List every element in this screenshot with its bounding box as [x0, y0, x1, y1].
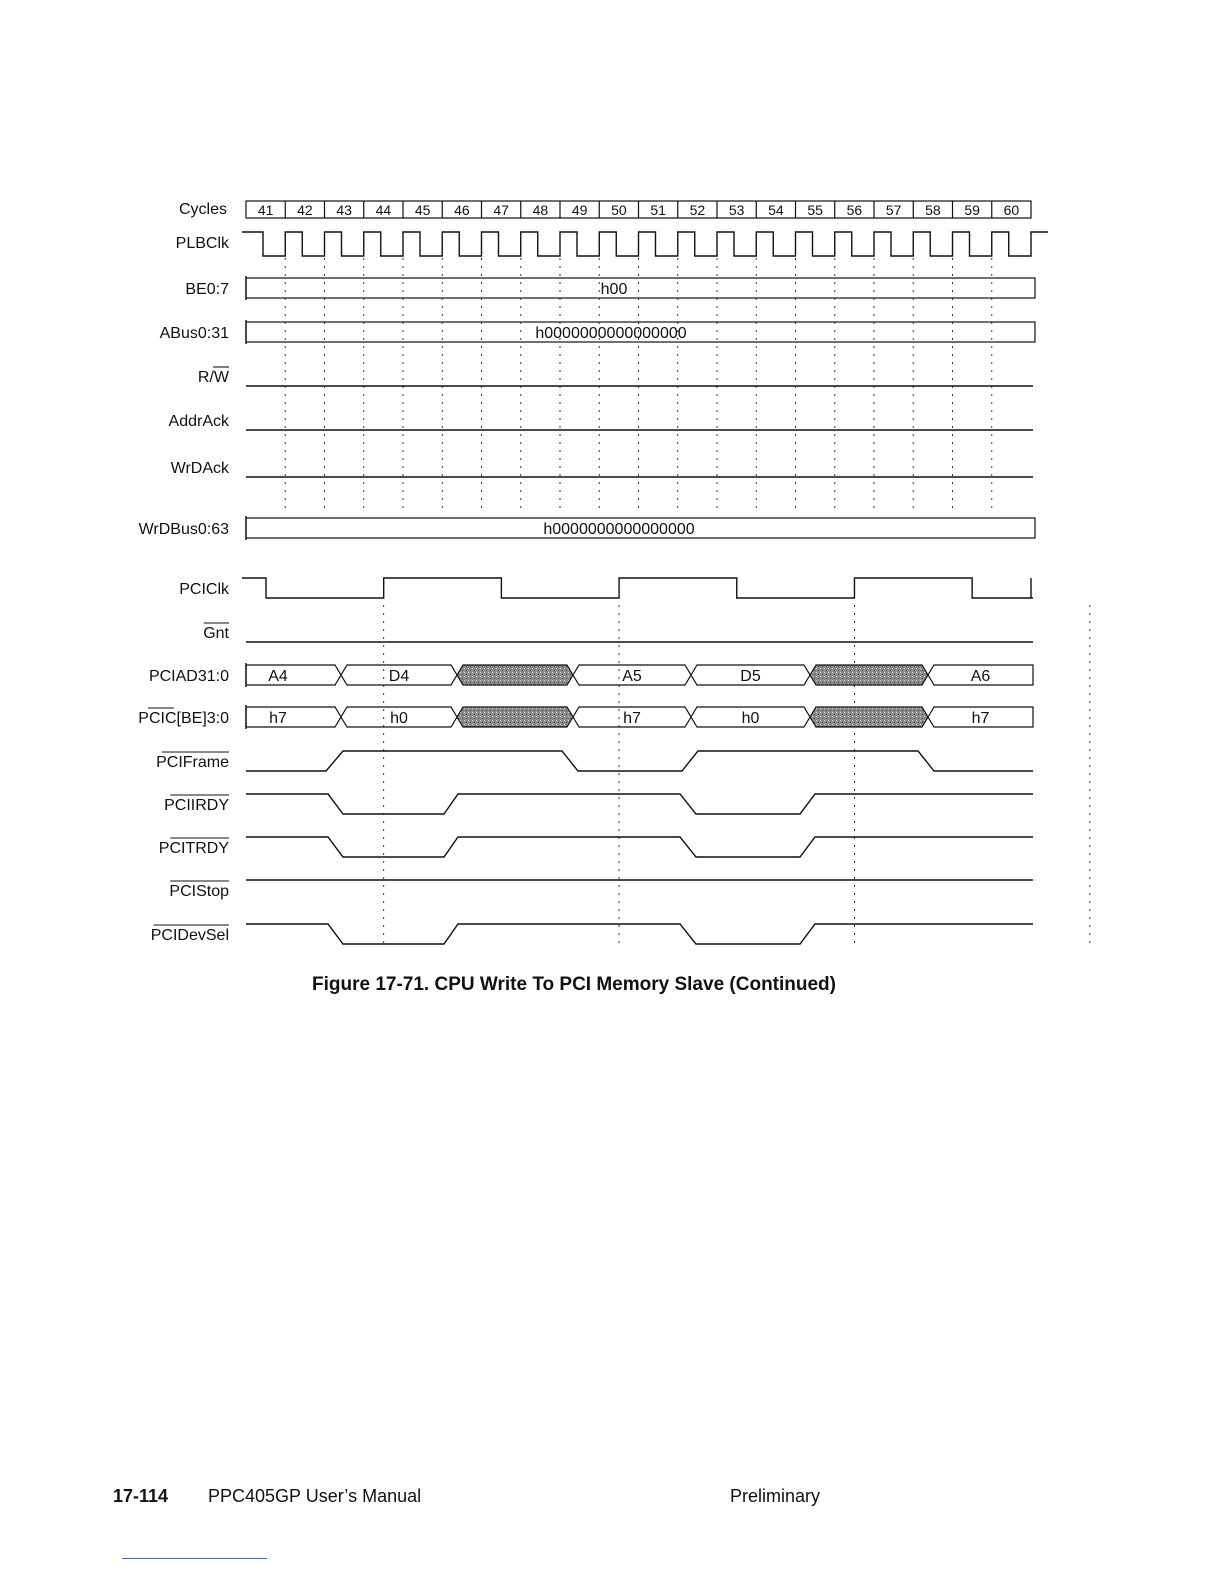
signal-label-pciad: PCIAD31:0	[148, 668, 229, 685]
pciirdy-wave	[246, 794, 1033, 814]
cycle-number: 49	[571, 202, 588, 218]
pciad-value: A4	[268, 668, 288, 685]
pcibe-value: h7	[971, 710, 990, 727]
signal-label-abus: ABus0:31	[159, 325, 229, 342]
cycle-number: 42	[297, 202, 313, 218]
pciad-undefined-segment	[810, 665, 928, 685]
signal-label-pcidevsel: PCIDevSel	[150, 927, 229, 944]
cycle-number: 59	[964, 202, 980, 218]
footer-page-number: 17-114	[113, 1486, 169, 1506]
signal-label-wrdbus: WrDBus0:63	[138, 521, 229, 538]
cycle-number: 56	[846, 202, 863, 218]
cycle-number: 41	[257, 202, 274, 218]
cycles-label: Cycles	[178, 201, 227, 218]
signal-label-pciframe: PCIFrame	[156, 754, 229, 771]
cycle-number: 58	[925, 202, 941, 218]
cycle-number: 47	[493, 202, 509, 218]
figure-caption: Figure 17-71. CPU Write To PCI Memory Slave (Continued)	[312, 974, 836, 995]
be-value: h00	[600, 281, 628, 298]
pciad-value: D5	[740, 668, 761, 685]
pciad-undefined-segment	[457, 665, 573, 685]
footer-status: Preliminary	[730, 1486, 821, 1506]
cycle-number: 45	[414, 202, 431, 218]
abus-value: h0000000000000000	[535, 325, 687, 342]
signal-label-wrdack: WrDAck	[170, 460, 229, 477]
cycle-number: 48	[532, 202, 549, 218]
pciclk-wave	[242, 578, 1033, 598]
cycle-number: 46	[454, 202, 470, 218]
footer-title: PPC405GP User’s Manual	[208, 1486, 422, 1506]
cycle-number: 60	[1003, 202, 1020, 218]
cycle-number: 44	[375, 202, 392, 218]
cycle-number: 55	[807, 202, 823, 218]
signal-label-rw: R/W	[197, 369, 229, 386]
pcibe-value: h0	[390, 710, 408, 727]
signal-label-gnt: Gnt	[203, 625, 229, 642]
plbclk-wave	[242, 232, 1048, 256]
signal-label-addrack: AddrAck	[168, 413, 229, 430]
signal-label-pcibe: PCIC[BE]3:0	[138, 710, 229, 727]
wrdbus-value: h0000000000000000	[543, 521, 695, 538]
cycle-number: 52	[689, 202, 706, 218]
pciad-value: A6	[970, 668, 991, 685]
signal-label-pciclk: PCIClk	[179, 581, 229, 598]
pcidevsel-wave	[246, 924, 1033, 944]
pciad-segment	[246, 665, 341, 685]
pcibe-segment	[246, 707, 341, 727]
cycle-number: 51	[650, 202, 666, 218]
pciad-value: A5	[622, 668, 642, 685]
pcibe-value: h0	[741, 710, 760, 727]
pcibe-value: h7	[623, 710, 641, 727]
signal-label-pciirdy: PCIIRDY	[164, 797, 229, 814]
be-bus	[246, 278, 1035, 298]
pciframe-wave	[246, 751, 1033, 771]
pcibe-undefined-segment	[810, 707, 928, 727]
cycle-number: 43	[336, 202, 352, 218]
signal-label-pcitrdy: PCITRDY	[158, 840, 229, 857]
signal-label-be: BE0:7	[185, 281, 229, 298]
pcitrdy-wave	[246, 837, 1033, 857]
cycle-number: 50	[611, 202, 627, 218]
footer-link-rule	[122, 1558, 267, 1559]
cycle-number: 57	[885, 202, 902, 218]
signal-label-pcistop: PCIStop	[169, 883, 229, 900]
cycle-number: 54	[768, 202, 784, 218]
pcibe-value: h7	[269, 710, 287, 727]
signal-label-plbclk: PLBClk	[175, 235, 229, 252]
pciad-value: D4	[388, 668, 410, 685]
cycle-number: 53	[728, 202, 745, 218]
pcibe-undefined-segment	[457, 707, 573, 727]
